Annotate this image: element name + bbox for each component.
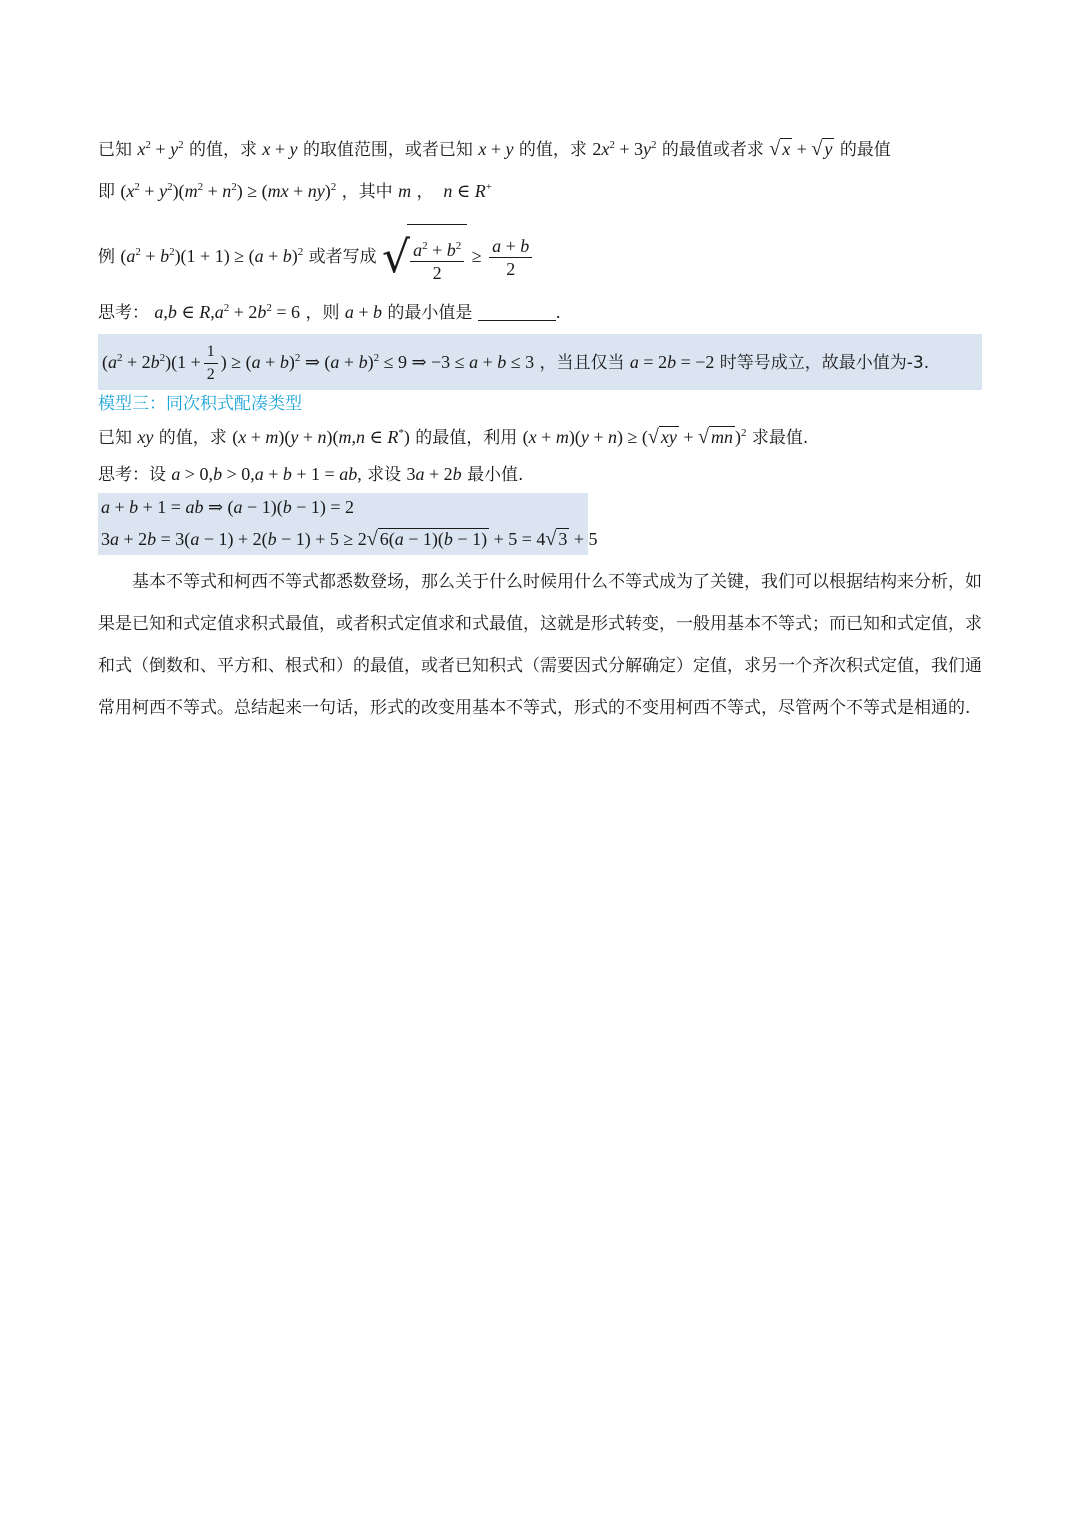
formula: a,b ∈ $R,a^2 + 2b^2 = 6$ (154, 302, 301, 322)
formula: $(a^2 + b^2)(1 + 1) \ge (a + b)^2$ (120, 246, 304, 266)
text: ，则 (305, 303, 340, 323)
formula: $(x^2 + y^2)(m^2 + n^2) \ge (mx + ny)^2$ (120, 181, 337, 201)
line-solution-2b (101, 527, 598, 552)
text: 求设 (367, 465, 402, 485)
text: ，其中 (341, 182, 393, 202)
text: 时等号成立，故最小值为 (719, 353, 907, 373)
formula: a + b + 1 = ab ⇒ (a − 1)(b − 1) = 2 (101, 497, 354, 517)
formula: n ∈ R+ (443, 181, 492, 201)
section-title: 模型三：同次积式配凑类型 (98, 394, 302, 414)
text: 或者写成 (308, 247, 377, 267)
paragraph-text: 基本不等式和柯西不等式都悉数登场，那么关于什么时候用什么不等式成为了关键，我们可以根据结构来分析，如果是已知和式定值求积式最值，或者积式定值求和式最值，这就是形式转变，一般用基本不等式；而已知和式定值，求和式（倒数和、平方和、根式和）的最值，或者已知积式（需要因式分解确定）定值，求另一个齐次积式定值，我们通常用柯西不等式。总结起来一句话，形式的改变用基本不等式，形式的不变用柯西不等式，尽管两个不等式是相通的. (98, 572, 982, 718)
text: 思考：设 (98, 465, 166, 485)
text: 的值，求 (158, 428, 227, 448)
text: ，当且仅当 (539, 353, 625, 373)
text: 的最值 (839, 140, 891, 160)
text: 已知 (98, 140, 132, 160)
formula: 3a + 2b (406, 464, 462, 484)
formula: x + y (478, 139, 514, 159)
formula: xy (137, 427, 154, 447)
formula: a > 0,b > 0,a + b + 1 = ab, (171, 464, 362, 484)
formula: $2x^2 + 3y^2$ (592, 139, 657, 159)
line-cauchy-form (98, 179, 492, 204)
formula: (x + m)(y + n)(m,n ∈ R*) (232, 427, 410, 447)
formula: $x^2 + y^2$ (137, 139, 184, 159)
formula: √ $\frac{a^2 + b^2}{2}$ ≥ $\frac{a + b}{2}$ (382, 246, 535, 266)
formula: 3a + 2b = 3(a − 1) + 2(b − 1) + 5 ≥ 2√ 6(a − 1)(b − 1) + 5 = 4√ 3 + 5 (101, 528, 598, 550)
text: 最小值. (467, 465, 524, 485)
text: 的最值或者求 (661, 140, 764, 160)
answer-blank (478, 302, 556, 321)
formula: m (398, 181, 412, 201)
formula: $(a^2 + 2b^2)(1$ + $\frac{1}{2}$ ) ≥ $(a + b)^2$ ⇒ $(a + b)^2 \le 9$ ⇒ −3 ≤ a + b ≤ 3 (102, 343, 535, 384)
text: 的最小值是 (387, 303, 473, 323)
formula: (x + m)(y + n) ≥ (√ xy + √ mn )$^2$ (522, 426, 747, 448)
line-solution-2a (101, 495, 354, 520)
text: 的最值，利用 (415, 428, 518, 448)
formula: √ x + √ y (769, 138, 833, 160)
text: -3. (906, 353, 930, 373)
text: 例 (98, 247, 115, 267)
text: 即 (98, 182, 115, 202)
formula: a = 2b = −2 (629, 352, 715, 372)
text: ， (416, 182, 434, 202)
formula: x + y (262, 139, 298, 159)
line-think-1: 思考： a,b ∈ $R,a^2 + 2b^2 = 6$ ，则 a + b 的最小值是 . (98, 302, 561, 323)
line-solution-1 (102, 334, 929, 391)
line-think-2 (98, 462, 523, 487)
summary-paragraph (98, 561, 982, 729)
text: 求最值. (751, 428, 809, 448)
line-known-sum-of-squares (98, 137, 891, 162)
text: 的值，求 (518, 140, 587, 160)
formula: a + b (344, 302, 383, 322)
text: 的取值范围，或者已知 (302, 140, 473, 160)
text: 的值，求 (188, 140, 257, 160)
text: 已知 (98, 428, 132, 448)
text: 思考： (98, 303, 149, 323)
line-model-3 (98, 425, 808, 450)
line-example (98, 224, 535, 288)
